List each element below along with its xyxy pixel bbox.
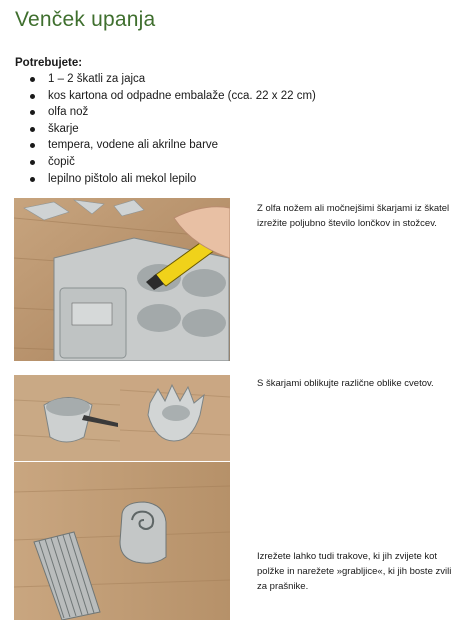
photo-cut-flower — [120, 375, 230, 461]
list-item — [30, 121, 316, 138]
bullet-icon — [30, 127, 35, 132]
list-item — [30, 104, 316, 121]
bullet-icon — [30, 177, 35, 182]
list-item — [30, 171, 316, 188]
materials-heading: Potrebujete: — [15, 57, 83, 69]
step-text-3: Izrežete lahko tudi trakove, ki jih zvijete kot polžke in narežete »grabljice«, ki jih boste zvili za prašnike. — [257, 551, 452, 592]
bullet-icon — [30, 160, 35, 165]
bullet-icon — [30, 110, 35, 115]
list-item-text: tempera, vodene ali akrilne barve — [48, 139, 219, 152]
bullet-icon — [30, 143, 35, 148]
list-item-text: olfa nož — [48, 106, 89, 119]
bullet-icon — [30, 94, 35, 99]
list-item — [30, 137, 316, 154]
list-item-text: kos kartona od odpadne embalaže (cca. 22 x 22 cm) — [48, 89, 316, 102]
list-item-text: čopič — [48, 155, 75, 168]
list-item — [30, 88, 316, 105]
list-item-text: lepilno pištolo ali mekol lepilo — [48, 172, 197, 185]
list-item — [30, 71, 316, 88]
photo-cutting-egg-carton — [14, 198, 230, 361]
list-item-text: 1 – 2 škatli za jajca — [48, 73, 146, 85]
list-item-text: škarje — [48, 122, 79, 135]
step-text-2: S škarjami oblikujte različne oblike cvetov. — [257, 378, 434, 389]
list-item — [30, 154, 316, 171]
photo-strips-and-spiral — [14, 462, 230, 620]
materials-list — [30, 71, 316, 187]
bullet-icon — [30, 77, 35, 82]
page-title: Venček upanja — [15, 8, 156, 31]
photo-cup-with-scissors — [14, 375, 120, 461]
step-text-1: Z olfa nožem ali močnejšimi škarjami iz škatel izrežite poljubno število lončkov in stožcev. — [257, 203, 450, 229]
